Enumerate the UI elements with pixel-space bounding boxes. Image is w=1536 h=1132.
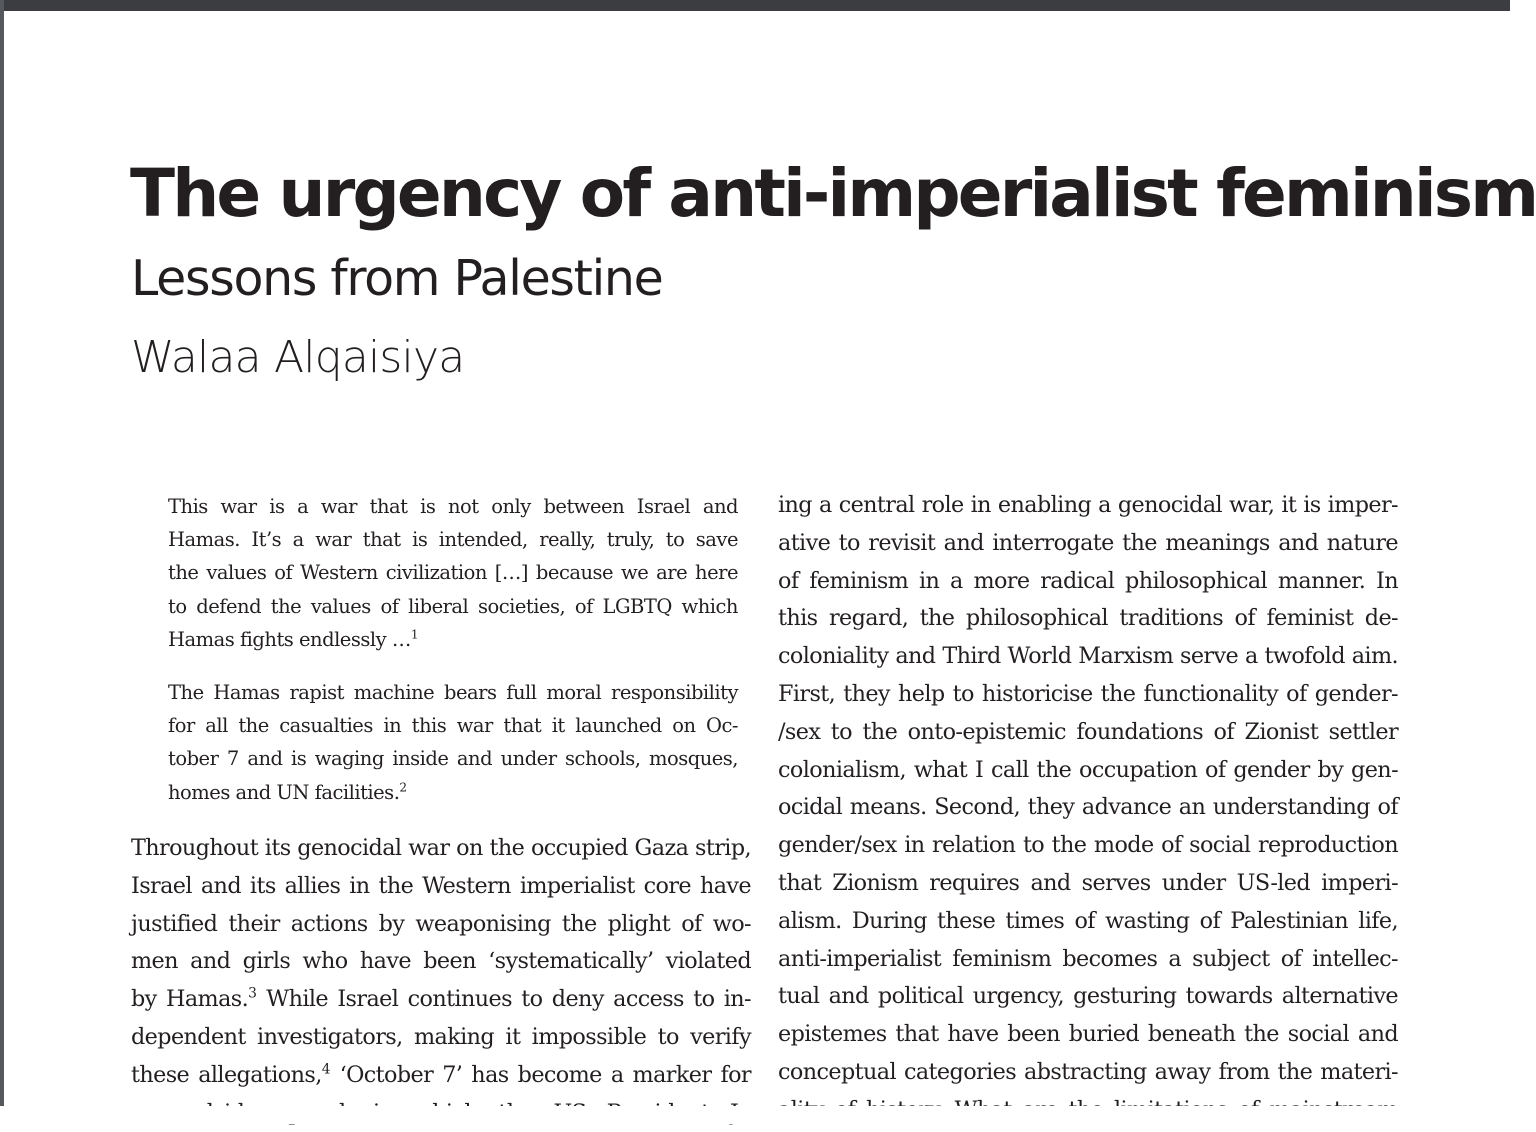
footnote-marker[interactable]: 1 [410,627,419,642]
body-line: /sex to the onto-epistemic foundations of Zionist settler [778,718,1398,745]
body-text: While Israel continues to deny access to in- [256,986,751,1013]
body-line: colonialism, what I call the occupation of gender by gen- [778,756,1398,783]
body-line: ative to revisit and interrogate the meanings and nature [778,529,1398,556]
article-author: Walaa Alqaisiya [131,332,465,383]
quote-line: The Hamas rapist machine bears full moral responsibility [168,681,738,704]
footnote-marker[interactable]: 3 [248,985,257,1002]
body-line: this regard, the philosophical traditions of feminist de- [778,605,1398,632]
body-line: dependent investigators, making it impossible to verify [131,1023,751,1050]
body-line: gender/sex in relation to the mode of social reproduction [778,832,1398,859]
body-line: men and girls who have been ‘systematically’ violated [131,948,751,975]
body-line: of feminism in a more radical philosophical manner. In [778,567,1398,594]
body-line: Israel and its allies in the Western imperialist core have [131,872,751,899]
quote-line-last [168,623,738,656]
body-column-right [778,487,1398,1130]
body-column-left [131,830,751,1132]
body-line: First, they help to historicise the functionality of gender- [778,680,1398,707]
body-line: justified their actions by weaponising the plight of wo- [131,910,751,937]
body-line: conceptual categories abstracting away from the materi- [778,1058,1398,1085]
body-line: alism. During these times of wasting of Palestinian life, [778,907,1398,934]
document-page [4,11,1536,1106]
viewer-top-bar [0,0,1510,11]
body-line: epistemes that have been buried beneath the social and [778,1021,1398,1048]
body-text: by Hamas. [131,986,249,1013]
quote-line: tober 7 and is waging inside and under schools, mosques, [168,747,738,771]
quote-line: Hamas. It’s a war that is intended, really, truly, to save [168,528,738,552]
body-line [131,981,751,1019]
epigraph-quote-2 [168,676,738,809]
body-text: these allegations, [131,1061,322,1088]
quote-line: to defend the values of liberal societies, of LGBTQ which [168,594,738,618]
epigraph-quote-1 [168,490,738,656]
body-text: ‘October 7’ has become a marker for [330,1061,751,1088]
quote-line-last [168,776,738,809]
article-title: The urgency of anti-imperialist feminism [130,155,1536,232]
quote-text: homes and UN facilities. [168,780,400,804]
quote-line: This war is a war that is not only between Israel and [168,495,738,518]
body-line: Throughout its genocidal war on the occupied Gaza strip, [131,835,751,861]
quote-text: Hamas fights endlessly … [168,627,411,651]
footnote-marker[interactable]: 2 [399,780,408,795]
body-line: tual and political urgency, gesturing towards alternative [778,983,1398,1010]
body-line: ing a central role in enabling a genocidal war, it is imper- [778,492,1398,518]
body-line: anti-imperialist feminism becomes a subject of intellec- [778,945,1398,972]
footnote-marker[interactable]: 4 [321,1061,331,1078]
viewer-bottom-strip [0,1106,1510,1124]
body-line [131,1057,751,1095]
article-subtitle: Lessons from Palestine [131,250,663,307]
quote-line: for all the casualties in this war that it launched on Oc- [168,714,738,738]
body-line: that Zionism requires and serves under US-led imperi- [778,869,1398,896]
body-line: ocidal means. Second, they advance an understanding of [778,794,1398,821]
quote-line: the values of Western civilization […] because we are here [168,561,738,585]
body-line: coloniality and Third World Marxism serve a twofold aim. [778,643,1398,670]
